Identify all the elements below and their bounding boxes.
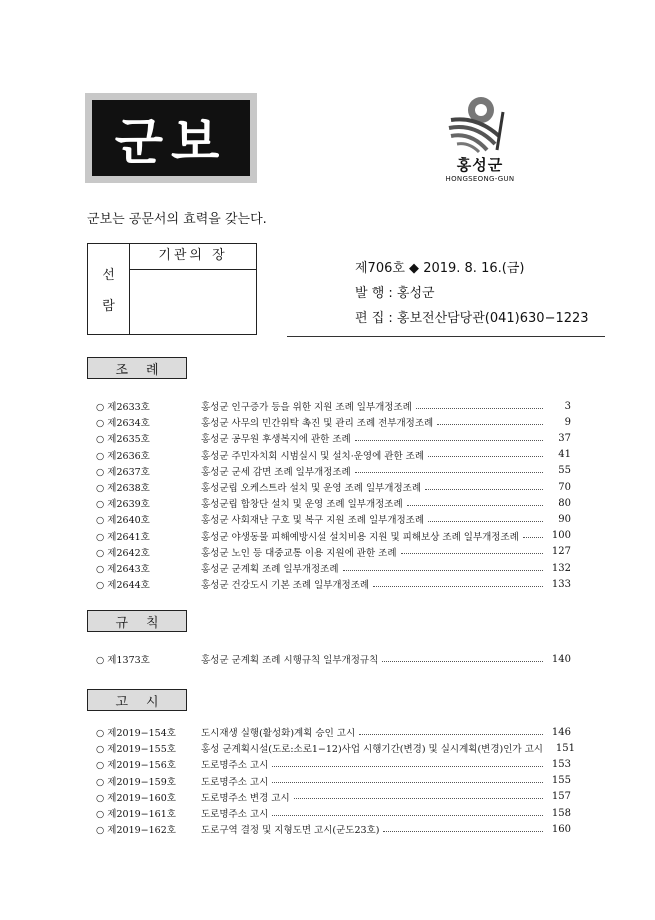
toc-item-number: ○ 제2634호 [96, 418, 150, 430]
toc-item-page: 160 [551, 823, 571, 835]
toc-item-title: 도로명주소 고시 [201, 760, 269, 772]
toc-leader-dots [416, 408, 543, 409]
masthead-title-box [85, 93, 257, 183]
toc-row[interactable] [96, 544, 571, 560]
toc-row[interactable] [96, 805, 571, 821]
toc-item-number: ○ 제1373호 [96, 655, 150, 666]
toc-row[interactable] [96, 495, 571, 511]
section-label: 조례 [87, 357, 187, 379]
toc-item-title: 도시재생 실행(활성화)계획 승인 고시 [201, 728, 356, 739]
toc-item-title: 홍성군 주민자치회 시범실시 및 설치·운영에 관한 조례 [201, 450, 425, 462]
toc-item-number: ○ 제2019−156호 [96, 760, 176, 772]
toc-leader-dots [359, 734, 543, 735]
masthead-subtitle: 군보는 공문서의 효력을 갖는다. [87, 212, 267, 227]
toc-leader-dots [401, 553, 543, 554]
toc-item-number: ○ 제2643호 [96, 564, 150, 575]
toc-row[interactable] [96, 528, 571, 544]
toc-item-page: 70 [558, 481, 571, 493]
toc-item-title: 홍성군 건강도시 기본 조례 일부개정조례 [201, 580, 370, 592]
toc-leader-dots [428, 456, 543, 457]
toc-row[interactable] [96, 398, 571, 414]
toc-item-title: 홍성군 인구증가 등을 위한 지원 조례 일부개정조례 [201, 402, 412, 413]
toc-item-page: 9 [564, 416, 571, 428]
toc-item-page: 3 [564, 400, 571, 412]
header-rule [287, 336, 605, 337]
toc-item-number: ○ 제2019−160호 [96, 792, 176, 804]
circulation-header: 기관의 장 [130, 244, 256, 270]
toc-leader-dots [373, 586, 543, 587]
toc-row[interactable] [96, 821, 571, 837]
toc-item-page: 158 [551, 807, 571, 819]
toc-item-page: 153 [551, 758, 571, 770]
toc-row[interactable] [96, 789, 571, 805]
toc-item-page: 90 [558, 513, 571, 525]
toc-item-title: 홍성군 공무원 후생복지에 관한 조례 [201, 434, 351, 446]
toc-row[interactable] [96, 463, 571, 479]
toc-row[interactable] [96, 651, 571, 667]
toc-row[interactable] [96, 414, 571, 430]
toc-leader-dots [382, 661, 543, 662]
toc-item-title: 도로명주소 고시 [201, 776, 269, 788]
toc-item-title: 도로구역 결정 및 지형도면 고시(군도23호) [201, 825, 380, 837]
toc-item-title: 홍성군립 합창단 설치 및 운영 조례 일부개정조례 [201, 499, 403, 511]
circulation-table [87, 243, 257, 335]
hongseong-logo [438, 92, 522, 192]
toc-row[interactable] [96, 756, 571, 772]
section-label: 고시 [87, 689, 187, 711]
circulation-left-bottom: 람 [102, 299, 115, 314]
toc-item-number: ○ 제2635호 [96, 434, 150, 446]
toc-item-title: 홍성군 군계획 조례 일부개정조례 [201, 564, 339, 575]
toc-leader-dots [428, 521, 543, 522]
circulation-left-top: 선 [102, 268, 115, 283]
issue-number-date: 제706호 ◆ 2019. 8. 16.(금) [355, 261, 525, 276]
toc-item-title: 홍성군 사회재난 구호 및 복구 지원 조례 일부개정조례 [201, 515, 425, 527]
issue-publisher: 발 행 : 홍성군 [355, 286, 435, 301]
toc-item-number: ○ 제2019−155호 [96, 744, 176, 756]
toc-row[interactable] [96, 447, 571, 463]
toc-item-page: 100 [551, 530, 571, 542]
toc-item-page: 155 [551, 775, 571, 787]
toc-row[interactable] [96, 773, 571, 789]
toc-item-title: 홍성군 군세 감면 조례 일부개정조례 [201, 466, 351, 478]
toc-leader-dots [355, 440, 543, 441]
toc-row[interactable] [96, 430, 571, 446]
toc-item-number: ○ 제2642호 [96, 547, 150, 559]
toc-item-page: 132 [551, 562, 571, 574]
toc-item-page: 157 [551, 791, 571, 803]
toc-row[interactable] [96, 740, 575, 756]
logo-english-name: HONGSEONG-GUN [445, 175, 515, 183]
toc-item-number: ○ 제2638호 [96, 483, 150, 494]
toc-item-page: 127 [551, 546, 571, 558]
toc-leader-dots [343, 570, 543, 571]
issue-editor: 편 집 : 홍보전산담당관(041)630−1223 [355, 311, 589, 326]
masthead-title: 군보 [92, 100, 250, 176]
toc-leader-dots [407, 505, 543, 506]
toc-item-page: 133 [551, 578, 571, 590]
toc-item-number: ○ 제2633호 [96, 402, 150, 413]
logo-name: 홍성군 [456, 156, 504, 174]
toc-leader-dots [355, 472, 543, 473]
toc-leader-dots [272, 766, 543, 767]
toc-leader-dots [383, 831, 543, 832]
toc-item-page: 146 [551, 726, 571, 738]
toc-item-page: 80 [558, 497, 571, 509]
toc-item-number: ○ 제2636호 [96, 450, 150, 462]
toc-row[interactable] [96, 560, 571, 576]
toc-leader-dots [272, 815, 543, 816]
circulation-left-cell [88, 244, 130, 334]
toc-item-number: ○ 제2637호 [96, 466, 150, 478]
toc-item-title: 홍성군 노인 등 대중교통 이용 지원에 관한 조례 [201, 547, 397, 559]
toc-item-title: 홍성군 군계획 조례 시행규칙 일부개정규칙 [201, 655, 379, 666]
toc-item-number: ○ 제2639호 [96, 499, 150, 511]
toc-row[interactable] [96, 511, 571, 527]
toc-leader-dots [294, 798, 543, 799]
toc-item-page: 55 [558, 465, 571, 477]
toc-item-title: 도로명주소 고시 [201, 809, 269, 820]
toc-item-page: 37 [558, 432, 571, 444]
toc-item-number: ○ 제2019−154호 [96, 728, 176, 739]
toc-row[interactable] [96, 576, 571, 592]
toc-item-number: ○ 제2019−159호 [96, 776, 176, 788]
toc-row[interactable] [96, 479, 571, 495]
toc-item-number: ○ 제2641호 [96, 531, 150, 543]
toc-leader-dots [272, 782, 543, 783]
toc-item-page: 41 [558, 449, 571, 461]
toc-item-number: ○ 제2019−161호 [96, 809, 176, 820]
toc-item-title: 도로명주소 변경 고시 [201, 792, 290, 804]
toc-item-title: 홍성군 야생동물 피해예방시설 설치비용 지원 및 피해보상 조례 일부개정조례 [201, 531, 519, 543]
toc-item-page: 140 [551, 653, 571, 665]
toc-item-number: ○ 제2019−162호 [96, 825, 176, 837]
toc-item-page: 151 [555, 742, 575, 754]
toc-leader-dots [425, 489, 543, 490]
toc-item-title: 홍성군 사무의 민간위탁 촉진 및 관리 조례 전부개정조례 [201, 418, 434, 430]
toc-leader-dots [523, 537, 543, 538]
section-label: 규칙 [87, 610, 187, 632]
toc-item-title: 홍성군립 오케스트라 설치 및 운영 조례 일부개정조례 [201, 483, 422, 494]
toc-item-number: ○ 제2640호 [96, 515, 150, 527]
toc-row[interactable] [96, 724, 571, 740]
hongseong-emblem-icon [447, 92, 513, 154]
toc-item-title: 홍성 군계획시설(도로:소로1−12)사업 시행기간(변경) 및 실시계획(변경)인가 고시 [201, 744, 543, 756]
toc-leader-dots [437, 424, 543, 425]
toc-item-number: ○ 제2644호 [96, 580, 150, 592]
issue-info [355, 256, 589, 331]
